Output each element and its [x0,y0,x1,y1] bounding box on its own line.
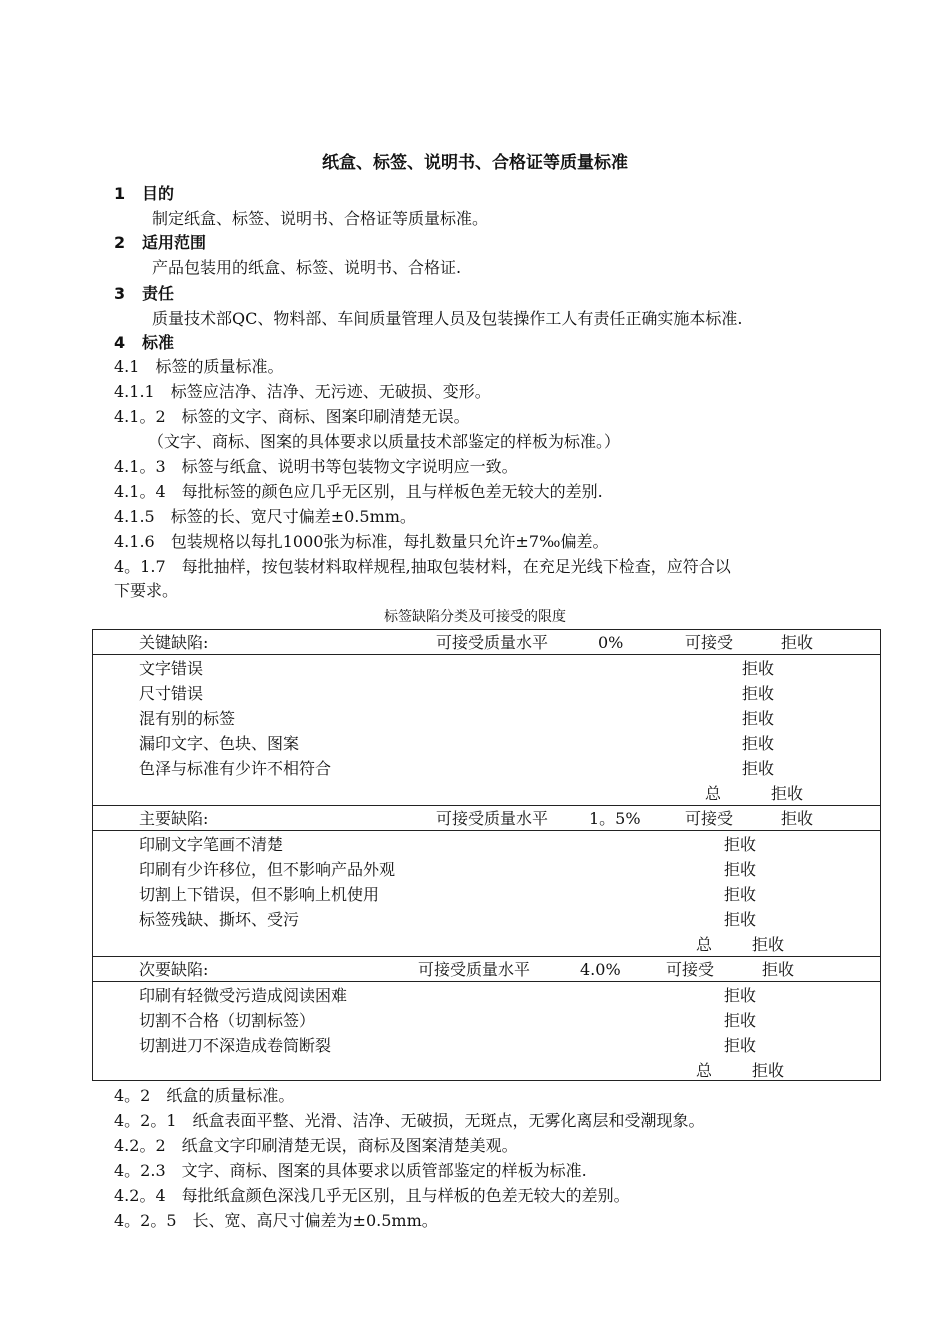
defect-item: 文字错误 [139,659,204,678]
label-item-note: （文字、商标、图案的具体要求以质量技术部鉴定的样板为标准。） [140,432,621,451]
section-text-responsibility: 质量技术部QC、物料部、车间质量管理人员及包装操作工人有责任正确实施本标准. [152,309,743,328]
major-defect-label: 主要缺陷: [139,809,209,828]
section-title: 责任 [142,284,175,303]
label-item: 4.1.6 包装规格以每扎1000张为标准，每扎数量只允许±7‰偏差。 [114,532,609,551]
section-text-purpose: 制定纸盒、标签、说明书、合格证等质量标准。 [152,209,489,228]
section-text-scope: 产品包装用的纸盒、标签、说明书、合格证. [152,258,462,277]
defect-verdict: 拒收 [742,709,775,728]
major-total-label: 总 [696,935,713,954]
defect-verdict: 拒收 [742,759,775,778]
table-divider [93,805,880,806]
critical-reject-header: 拒收 [781,633,814,652]
label-item: 4.1.1 标签应洁净、洁净、无污迹、无破损、变形。 [114,382,491,401]
section-heading-standard [114,332,174,354]
minor-aql-value: 4.0% [580,960,621,979]
defect-item: 切割不合格（切割标签） [139,1011,316,1030]
defect-table [92,629,881,1081]
label-item: 4.1 标签的质量标准。 [114,357,284,376]
critical-aql-value: 0% [598,633,624,652]
defect-item: 漏印文字、色块、图案 [139,734,300,753]
major-aql-label: 可接受质量水平 [436,809,549,828]
table-caption: 标签缺陷分类及可接受的限度 [384,609,566,625]
defect-verdict: 拒收 [724,860,757,879]
defect-verdict: 拒收 [742,659,775,678]
minor-total-label: 总 [696,1061,713,1080]
box-item: 4。2。5 长、宽、高尺寸偏差为±0.5mm。 [114,1211,438,1230]
box-item: 4。2.3 文字、商标、图案的具体要求以质管部鉴定的样板为标准. [114,1161,587,1180]
section-title: 适用范围 [142,233,207,252]
defect-item: 印刷有少许移位，但不影响产品外观 [139,860,396,879]
minor-accept-header: 可接受 [666,960,715,979]
critical-aql-label: 可接受质量水平 [436,633,549,652]
label-item: 4.1。4 每批标签的颜色应几乎无区别，且与样板色差无较大的差别. [114,482,603,501]
table-divider [93,830,880,831]
defect-verdict: 拒收 [724,910,757,929]
defect-item: 尺寸错误 [139,684,204,703]
label-item: 4。1.7 每批抽样，按包装材料取样规程,抽取包装材料，在充足光线下检查，应符合以 [114,557,731,576]
section-number: 4 [114,333,126,352]
label-item-continued: 下要求。 [114,581,179,600]
major-accept-header: 可接受 [685,809,734,828]
major-reject-header: 拒收 [781,809,814,828]
defect-item: 色泽与标准有少许不相符合 [139,759,332,778]
section-number: 3 [114,284,126,303]
table-divider [93,956,880,957]
defect-item: 混有别的标签 [139,709,236,728]
document-title: 纸盒、标签、说明书、合格证等质量标准 [322,153,628,173]
table-divider [93,654,880,655]
section-heading-responsibility [114,283,174,305]
minor-aql-label: 可接受质量水平 [418,960,531,979]
section-number: 1 [114,184,126,203]
minor-reject-header: 拒收 [762,960,795,979]
minor-total-verdict: 拒收 [752,1061,785,1080]
section-heading-scope [114,232,206,254]
major-total-verdict: 拒收 [752,935,785,954]
defect-verdict: 拒收 [742,734,775,753]
table-divider [93,981,880,982]
box-item: 4.2。4 每批纸盒颜色深浅几乎无区别，且与样板的色差无较大的差别。 [114,1186,630,1205]
box-item: 4.2。2 纸盒文字印刷清楚无误，商标及图案清楚美观。 [114,1136,518,1155]
section-title: 目的 [142,184,175,203]
defect-verdict: 拒收 [724,835,757,854]
critical-accept-header: 可接受 [685,633,734,652]
label-item: 4.1.5 标签的长、宽尺寸偏差±0.5mm。 [114,507,416,526]
critical-total-label: 总 [705,784,722,803]
label-item: 4.1。3 标签与纸盒、说明书等包装物文字说明应一致。 [114,457,518,476]
defect-item: 切割上下错误，但不影响上机使用 [139,885,380,904]
minor-defect-label: 次要缺陷: [139,960,209,979]
defect-verdict: 拒收 [724,1011,757,1030]
label-item: 4.1。2 标签的文字、商标、图案印刷清楚无误。 [114,407,470,426]
section-heading-purpose [114,183,174,205]
section-number: 2 [114,233,126,252]
defect-verdict: 拒收 [724,1036,757,1055]
defect-item: 切割进刀不深造成卷筒断裂 [139,1036,332,1055]
major-aql-value: 1。5% [589,809,641,828]
defect-verdict: 拒收 [724,986,757,1005]
defect-item: 印刷有轻微受污造成阅读困难 [139,986,348,1005]
defect-verdict: 拒收 [742,684,775,703]
defect-item: 印刷文字笔画不清楚 [139,835,284,854]
defect-verdict: 拒收 [724,885,757,904]
box-item: 4。2 纸盒的质量标准。 [114,1086,295,1105]
section-title: 标准 [142,333,175,352]
critical-defect-label: 关键缺陷: [139,633,209,652]
box-item: 4。2。1 纸盒表面平整、光滑、洁净、无破损，无斑点，无雾化离层和受潮现象。 [114,1111,705,1130]
critical-total-verdict: 拒收 [771,784,804,803]
defect-item: 标签残缺、撕坏、受污 [139,910,300,929]
